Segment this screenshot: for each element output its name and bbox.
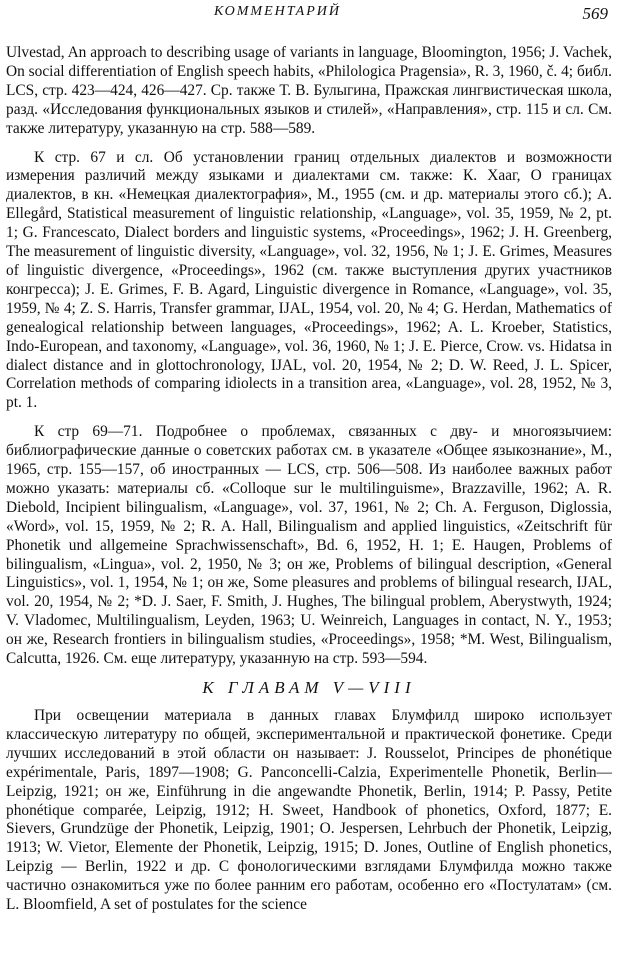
section-heading: К ГЛАВАМ V—VIII xyxy=(202,678,416,697)
page-number: 569 xyxy=(582,4,608,23)
paragraph-phonetics: При освещении материала в данных главах Блумфилд широко использует классическую литературу по общей, экспериментальной и практической фонетике. Среди лучших исследований в этой области он называет: J. Rousselot, Principes de phonétique expérimentale, Paris, 1897—1908; G. Panconcelli-Calzia, Experimentelle Phonetik, Berlin—Leipzig, 1921; он же, Einführung in die angewandte Phonetik, Berlin, 1914; P. Passy, Petite phonétique comparée, Leipzig, 1912; H. Sweet, Handbook of phonetics, Oxford, 1877; E. Sievers, Grundzüge der Phonetik, Leipzig, 1901; O. Jespersen, Lehrbuch der Phonetik, Leipzig, 1913; W. Vietor, Elemente der Phonetik, Leipzig, 1915; D. Jones, Outline of English phonetics, Leipzig — Berlin, 1922 и др. С фонологическими взглядами Блумфилда можно также частично ознакомиться уже по более ранним его работам, особенно его «Постулатам» (см. L. Bloomfield, A set of postulates for the science xyxy=(6,707,612,914)
page-body xyxy=(6,44,612,915)
page-header xyxy=(0,2,620,26)
running-head: КОММЕНТАРИЙ xyxy=(214,4,341,19)
paragraph-continuation: Ulvestad, An approach to describing usage of variants in language, Bloomington, 1956; J. Vachek, On social differentiation of English speech habits, «Philologica Pragensia», R. 3, 1960, č. 4; библ. LCS, стр. 423—424, 426—427. Ср. также Т. В. Булыгина, Пражская лингвистическая школа, разд. «Исследования функциональных языков и стилей», «Направления», стр. 115 и сл. См. также литературу, указанную на стр. 588—589. xyxy=(6,44,612,137)
paragraph-bilingualism: К стр 69—71. Подробнее о проблемах, связанных с дву- и многоязычием: библиографические данные о советских работах см. в указателе «Общее языкознание», М., 1965, стр. 155—157, об иностранных — LCS, стр. 506—508. Из наиболее важных работ можно указать: материалы сб. «Colloque sur le multilinguisme», Brazzaville, 1962; A. R. Diebold, Incipient bilingualism, «Language», vol. 37, 1961, № 2; Ch. A. Ferguson, Diglossia, «Word», vol. 15, 1959, № 2; R. A. Hall, Bilingualism and applied linguistics, «Zeitschrift für Phonetik und allgemeine Sprachwissenschaft», Bd. 6, 1952, H. 1; E. Haugen, Problems of bilingualism, «Lingua», vol. 2, 1950, № 3; он же, Problems of bilingual description, «General Linguistics», vol. 1, 1954, № 1; он же, Some pleasures and problems of bilingual research, IJAL, vol. 20, 1954, № 2; *D. J. Saer, F. Smith, J. Hughes, The bilingual problem, Aberystwyth, 1924; V. Vladomec, Multilingualism, Leyden, 1963; U. Weinreich, Languages in contact, N. Y., 1953; он же, Research frontiers in bilingualism studies, «Proceedings», 1958; *M. West, Bilingualism, Calcutta, 1926. См. еще литературу, указанную на стр. 593—594. xyxy=(6,423,612,668)
paragraph-dialect-boundaries: К стр. 67 и сл. Об установлении границ отдельных диалектов и возможности измерения различий между языками и диалектами см. также: К. Хааг, О границах диалектов, в кн. «Немецкая диалектография», М., 1955 (см. и др. материалы этого сб.); A. Ellegård, Statistical measurement of linguistic relationship, «Language», vol. 35, 1959, № 2, pt. 1; G. Francescato, Dialect borders and linguistic systems, «Proceedings», 1962; J. H. Greenberg, The measurement of linguistic diversity, «Language», vol. 32, 1956, № 1; J. E. Grimes, Measures of linguistic divergence, «Proceedings», 1962 (см. также выступления других участников конгресса); J. E. Grimes, F. B. Agard, Linguistic divergence in Romance, «Language», vol. 35, 1959, № 4; Z. S. Harris, Transfer grammar, IJAL, 1954, vol. 20, № 4; G. Herdan, Mathematics of genealogical relationship between languages, «Proceedings», 1962; A. L. Kroeber, Statistics, Indo-European, and taxonomy, «Language», vol. 36, 1960, № 1; J. E. Pierce, Crow. vs. Hidatsa in dialect distance and in glottochronology, IJAL, vol. 20, 1954, № 2; D. W. Reed, J. L. Spicer, Correlation methods of comparing idiolects in a transition area, «Language», vol. 28, 1952, № 3, pt. 1. xyxy=(6,148,612,412)
